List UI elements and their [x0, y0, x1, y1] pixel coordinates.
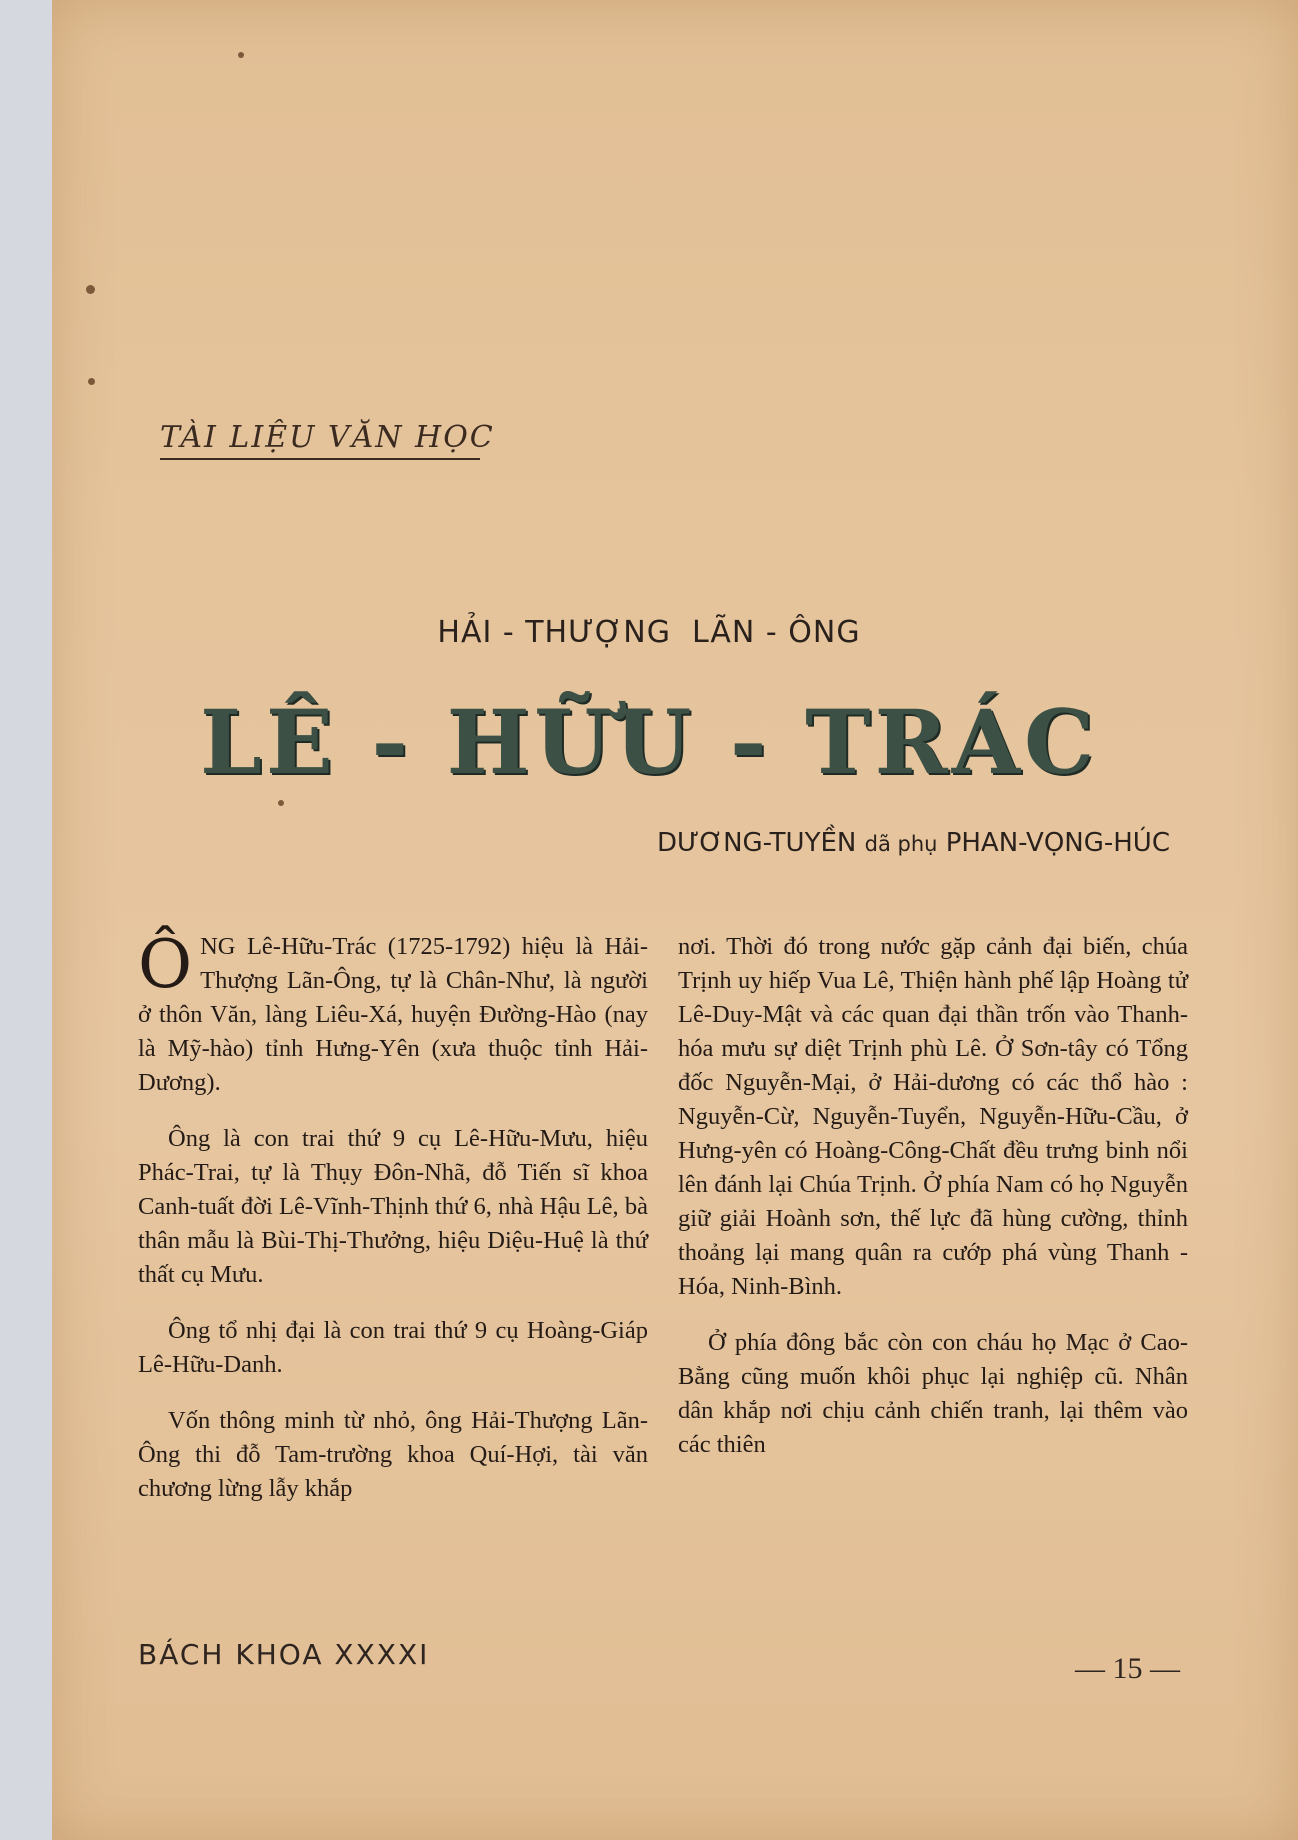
- article-subtitle: HẢI - THƯỢNG LÃN - ÔNG: [437, 615, 861, 650]
- paragraph-text: NG Lê-Hữu-Trác (1725-1792) hiệu là Hải-Thượng Lãn-Ông, tự là Chân-Như, là người ở thôn Văn, làng Liêu-Xá, huyện Đường-Hào (nay là Mỹ-hào) tỉnh Hưng-Yên (xưa thuộc tỉnh Hải-Dương).: [138, 933, 648, 1096]
- paragraph: Vốn thông minh từ nhỏ, ông Hải-Thượng Lãn-Ông thi đỗ Tam-trường khoa Quí-Hợi, tài văn chương lừng lẫy khắp: [138, 1407, 648, 1502]
- paper-spot: [88, 378, 95, 385]
- article-title: LÊ - HỮU - TRÁC: [199, 690, 1099, 794]
- paper-spot: [238, 52, 244, 58]
- paragraph: Ở phía đông bắc còn con cháu họ Mạc ở Cao-Bằng cũng muốn khôi phục lại nghiệp cũ. Nhân dân khắp nơi chịu cảnh chiến tranh, lại thêm vào các thiên: [678, 1329, 1188, 1458]
- right-column: [678, 930, 1188, 1484]
- section-label: TÀI LIỆU VĂN HỌC: [160, 420, 480, 460]
- drop-cap: Ô: [138, 926, 193, 1003]
- paragraph: Ông là con trai thứ 9 cụ Lê-Hữu-Mưu, hiệu Phác-Trai, tự là Thụy Đôn-Nhã, đỗ Tiến sĩ khoa Canh-tuất đời Lê-Vĩnh-Thịnh thứ 6, nhà Hậu Lê, bà thân mẫu là Bùi-Thị-Thưởng, hiệu Diệu-Huệ là thứ thất cụ Mưu.: [138, 1125, 648, 1288]
- paper-spot: [86, 285, 95, 294]
- byline: [657, 828, 1170, 858]
- byline-author: DƯƠNG-TUYỀN: [657, 828, 857, 858]
- byline-subject: PHAN-VỌNG-HÚC: [945, 828, 1170, 858]
- paper-spot: [278, 800, 284, 806]
- paragraph: nơi. Thời đó trong nước gặp cảnh đại biến, chúa Trịnh uy hiếp Vua Lê, Thiện hành phế lập Hoàng tử Lê-Duy-Mật và các quan đại thần trốn vào Thanh-hóa mưu sự diệt Trịnh phù Lê. Ở Sơn-tây có Tổng đốc Nguyễn-Mại, ở Hải-dương có các thổ hào : Nguyễn-Cừ, Nguyễn-Tuyển, Nguyễn-Hữu-Cầu, ở Hưng-yên có Hoàng-Công-Chất đều trưng binh nổi lên đánh lại Chúa Trịnh. Ở phía Nam có họ Nguyễn giữ giải Hoành sơn, thế lực đã hùng cường, thỉnh thoảng lại mang quân ra cướp phá vùng Thanh - Hóa, Ninh-Bình.: [678, 933, 1188, 1300]
- left-column: [138, 926, 648, 1528]
- magazine-name: BÁCH KHOA XXXXI: [138, 1638, 430, 1671]
- paragraph: Ông tổ nhị đại là con trai thứ 9 cụ Hoàng-Giáp Lê-Hữu-Danh.: [138, 1317, 648, 1378]
- byline-connector: dã phụ: [864, 832, 938, 856]
- paragraph: [138, 926, 648, 1100]
- page-number: — 15 —: [1075, 1652, 1180, 1685]
- magazine-page: [52, 0, 1298, 1840]
